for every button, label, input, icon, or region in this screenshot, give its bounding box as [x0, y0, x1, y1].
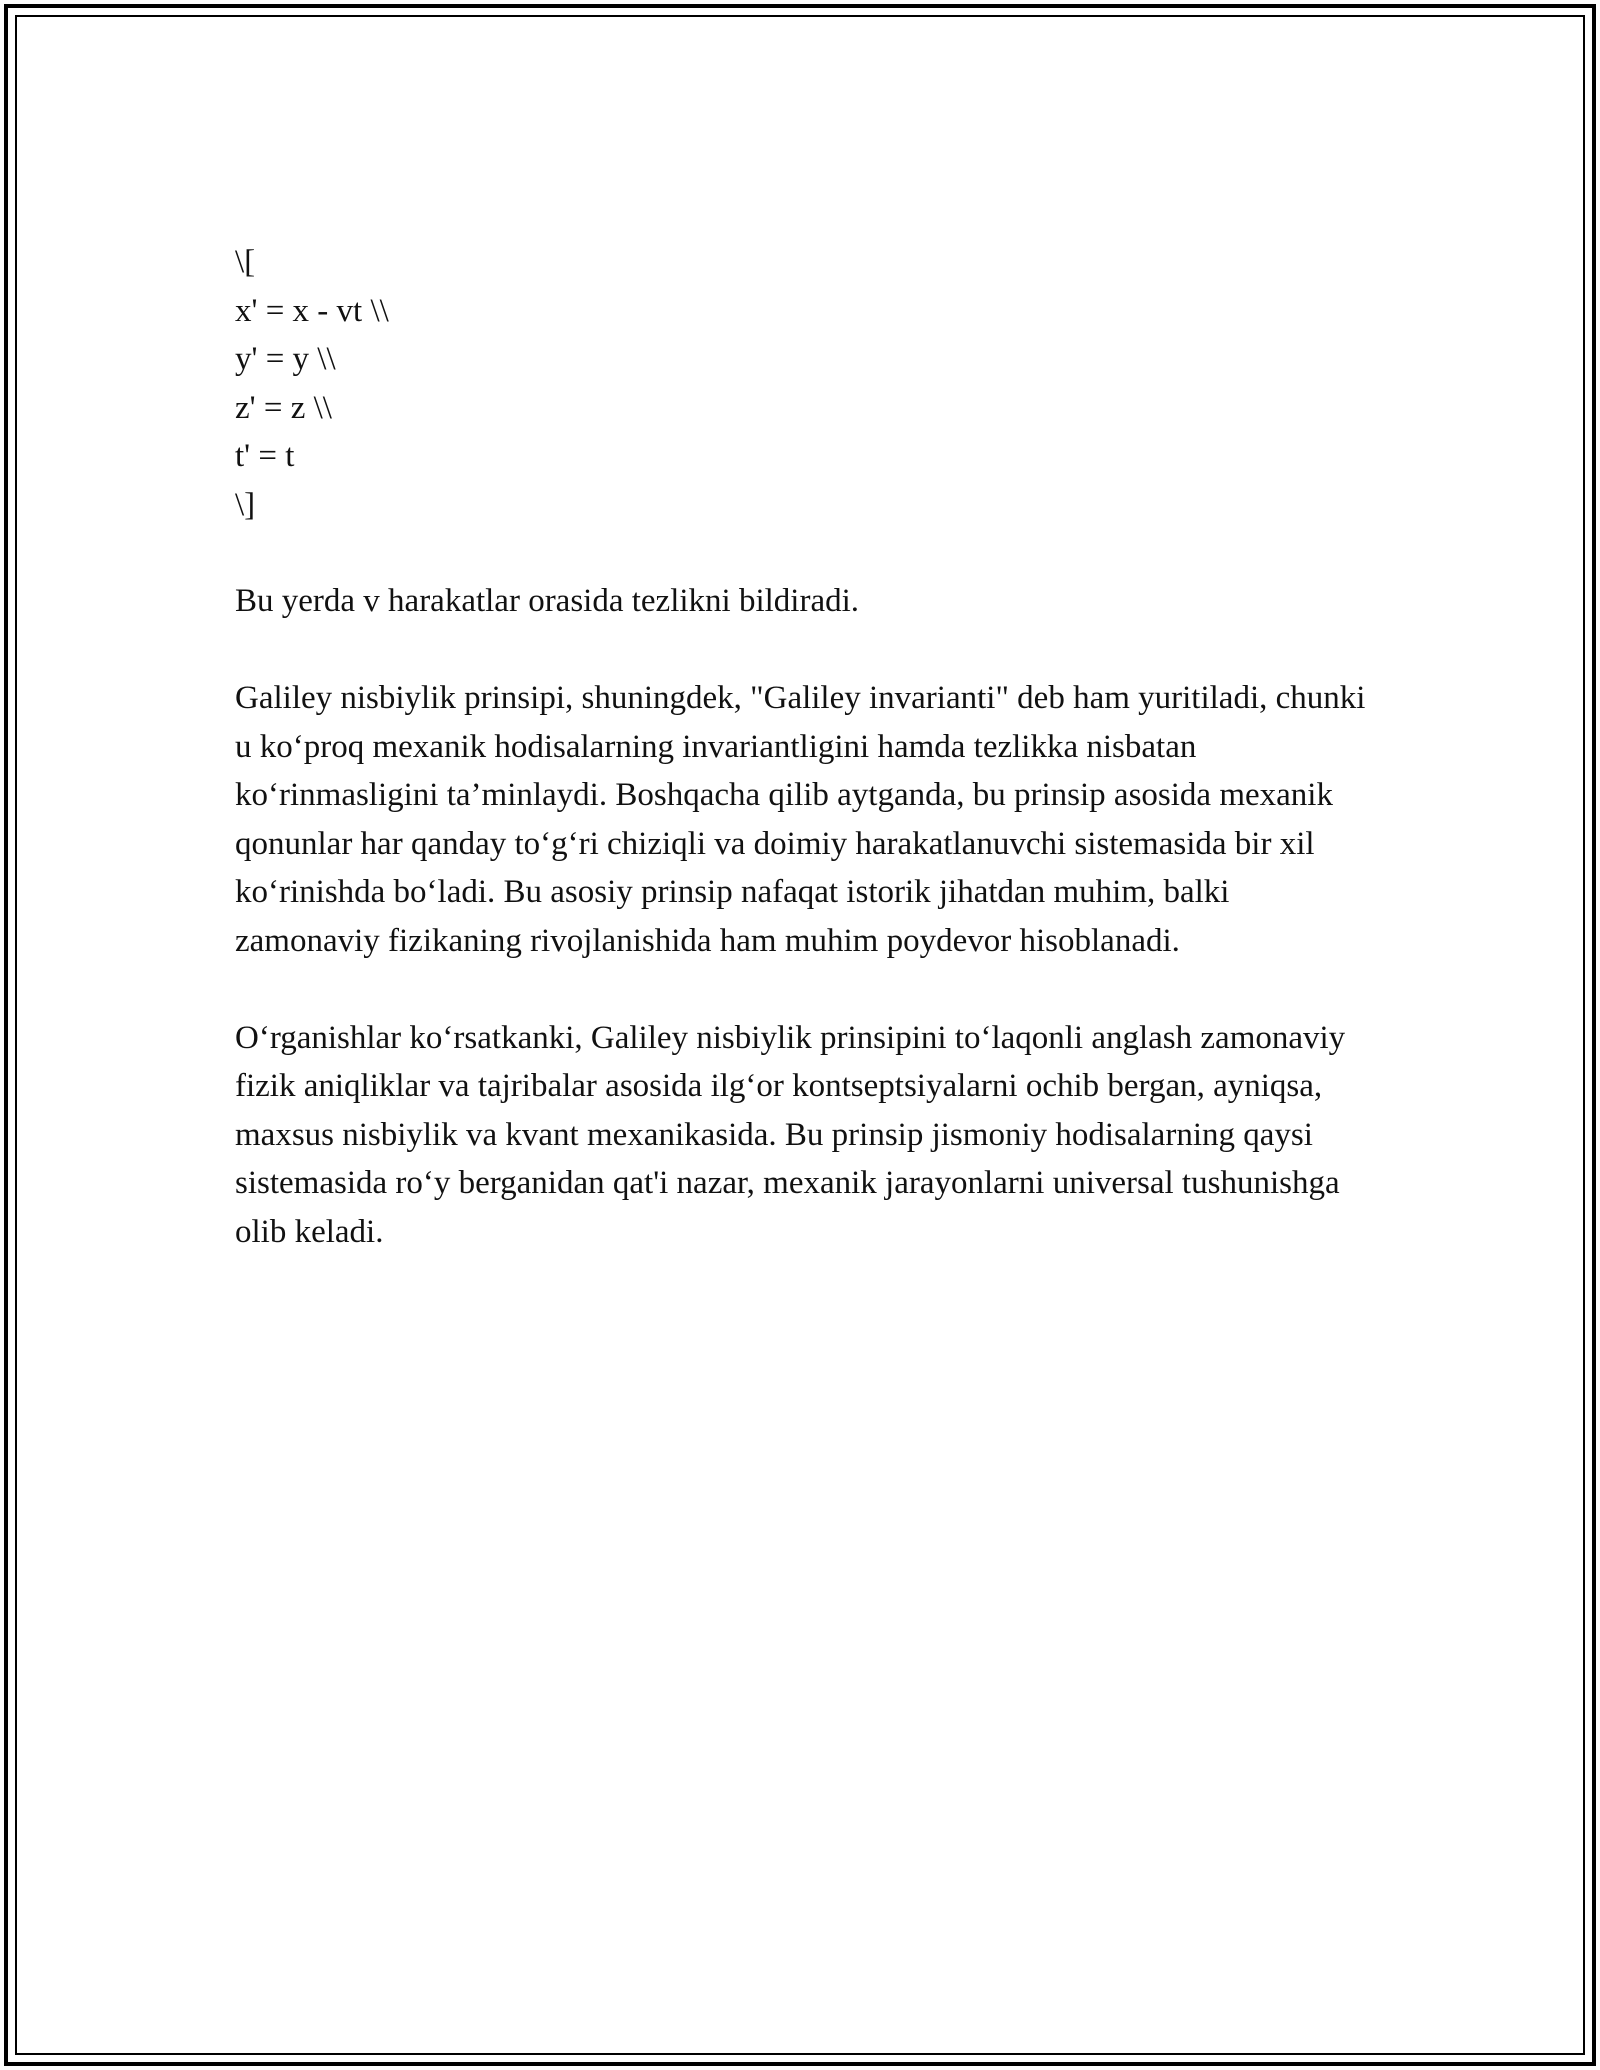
- document-body: [235, 238, 1375, 1305]
- paragraph-research-findings: O‘rganishlar ko‘rsatkanki, Galiley nisbiylik prinsipini to‘laqonli anglash zamonaviy fizik aniqliklar va tajribalar asosida ilg‘or kontseptsiyalarni ochib bergan, ayniqsa, maxsus nisbiylik va kvant mexanikasida. Bu prinsip jismoniy hodisalarning qaysi sistemasida ro‘y berganidan qat'i nazar, mexanik jarayonlarni universal tushunishga olib keladi.: [235, 1019, 1346, 1250]
- paragraph-galilean-invariance: Galiley nisbiylik prinsipi, shuningdek, "Galiley invarianti" deb ham yuritiladi, chunki u ko‘proq mexanik hodisalarning invariantligini hamda tezlikka nisbatan ko‘rinmasligini ta’minlaydi. Boshqacha qilib aytganda, bu prinsip asosida mexanik qonunlar har qanday to‘g‘ri chiziqli va doimiy harakatlanuvchi sistemasida bir xil ko‘rinishda bo‘ladi. Bu asosiy prinsip nafaqat istorik jihatdan muhim, balki zamonaviy fizikaning rivojlanishida ham muhim poydevor hisoblanadi.: [235, 680, 1366, 959]
- formula-line: t' = t: [235, 438, 295, 474]
- formula-line: z' = z \\: [235, 389, 332, 426]
- formula-line: y' = y \\: [235, 341, 336, 377]
- galilean-transformation-formula: [235, 238, 1375, 529]
- formula-line: \[: [235, 244, 256, 280]
- paragraph-velocity-definition: Bu yerda v harakatlar orasida tezlikni bildiradi.: [235, 583, 860, 619]
- formula-line: \]: [235, 486, 256, 523]
- formula-line: x' = x - vt \\: [235, 292, 389, 329]
